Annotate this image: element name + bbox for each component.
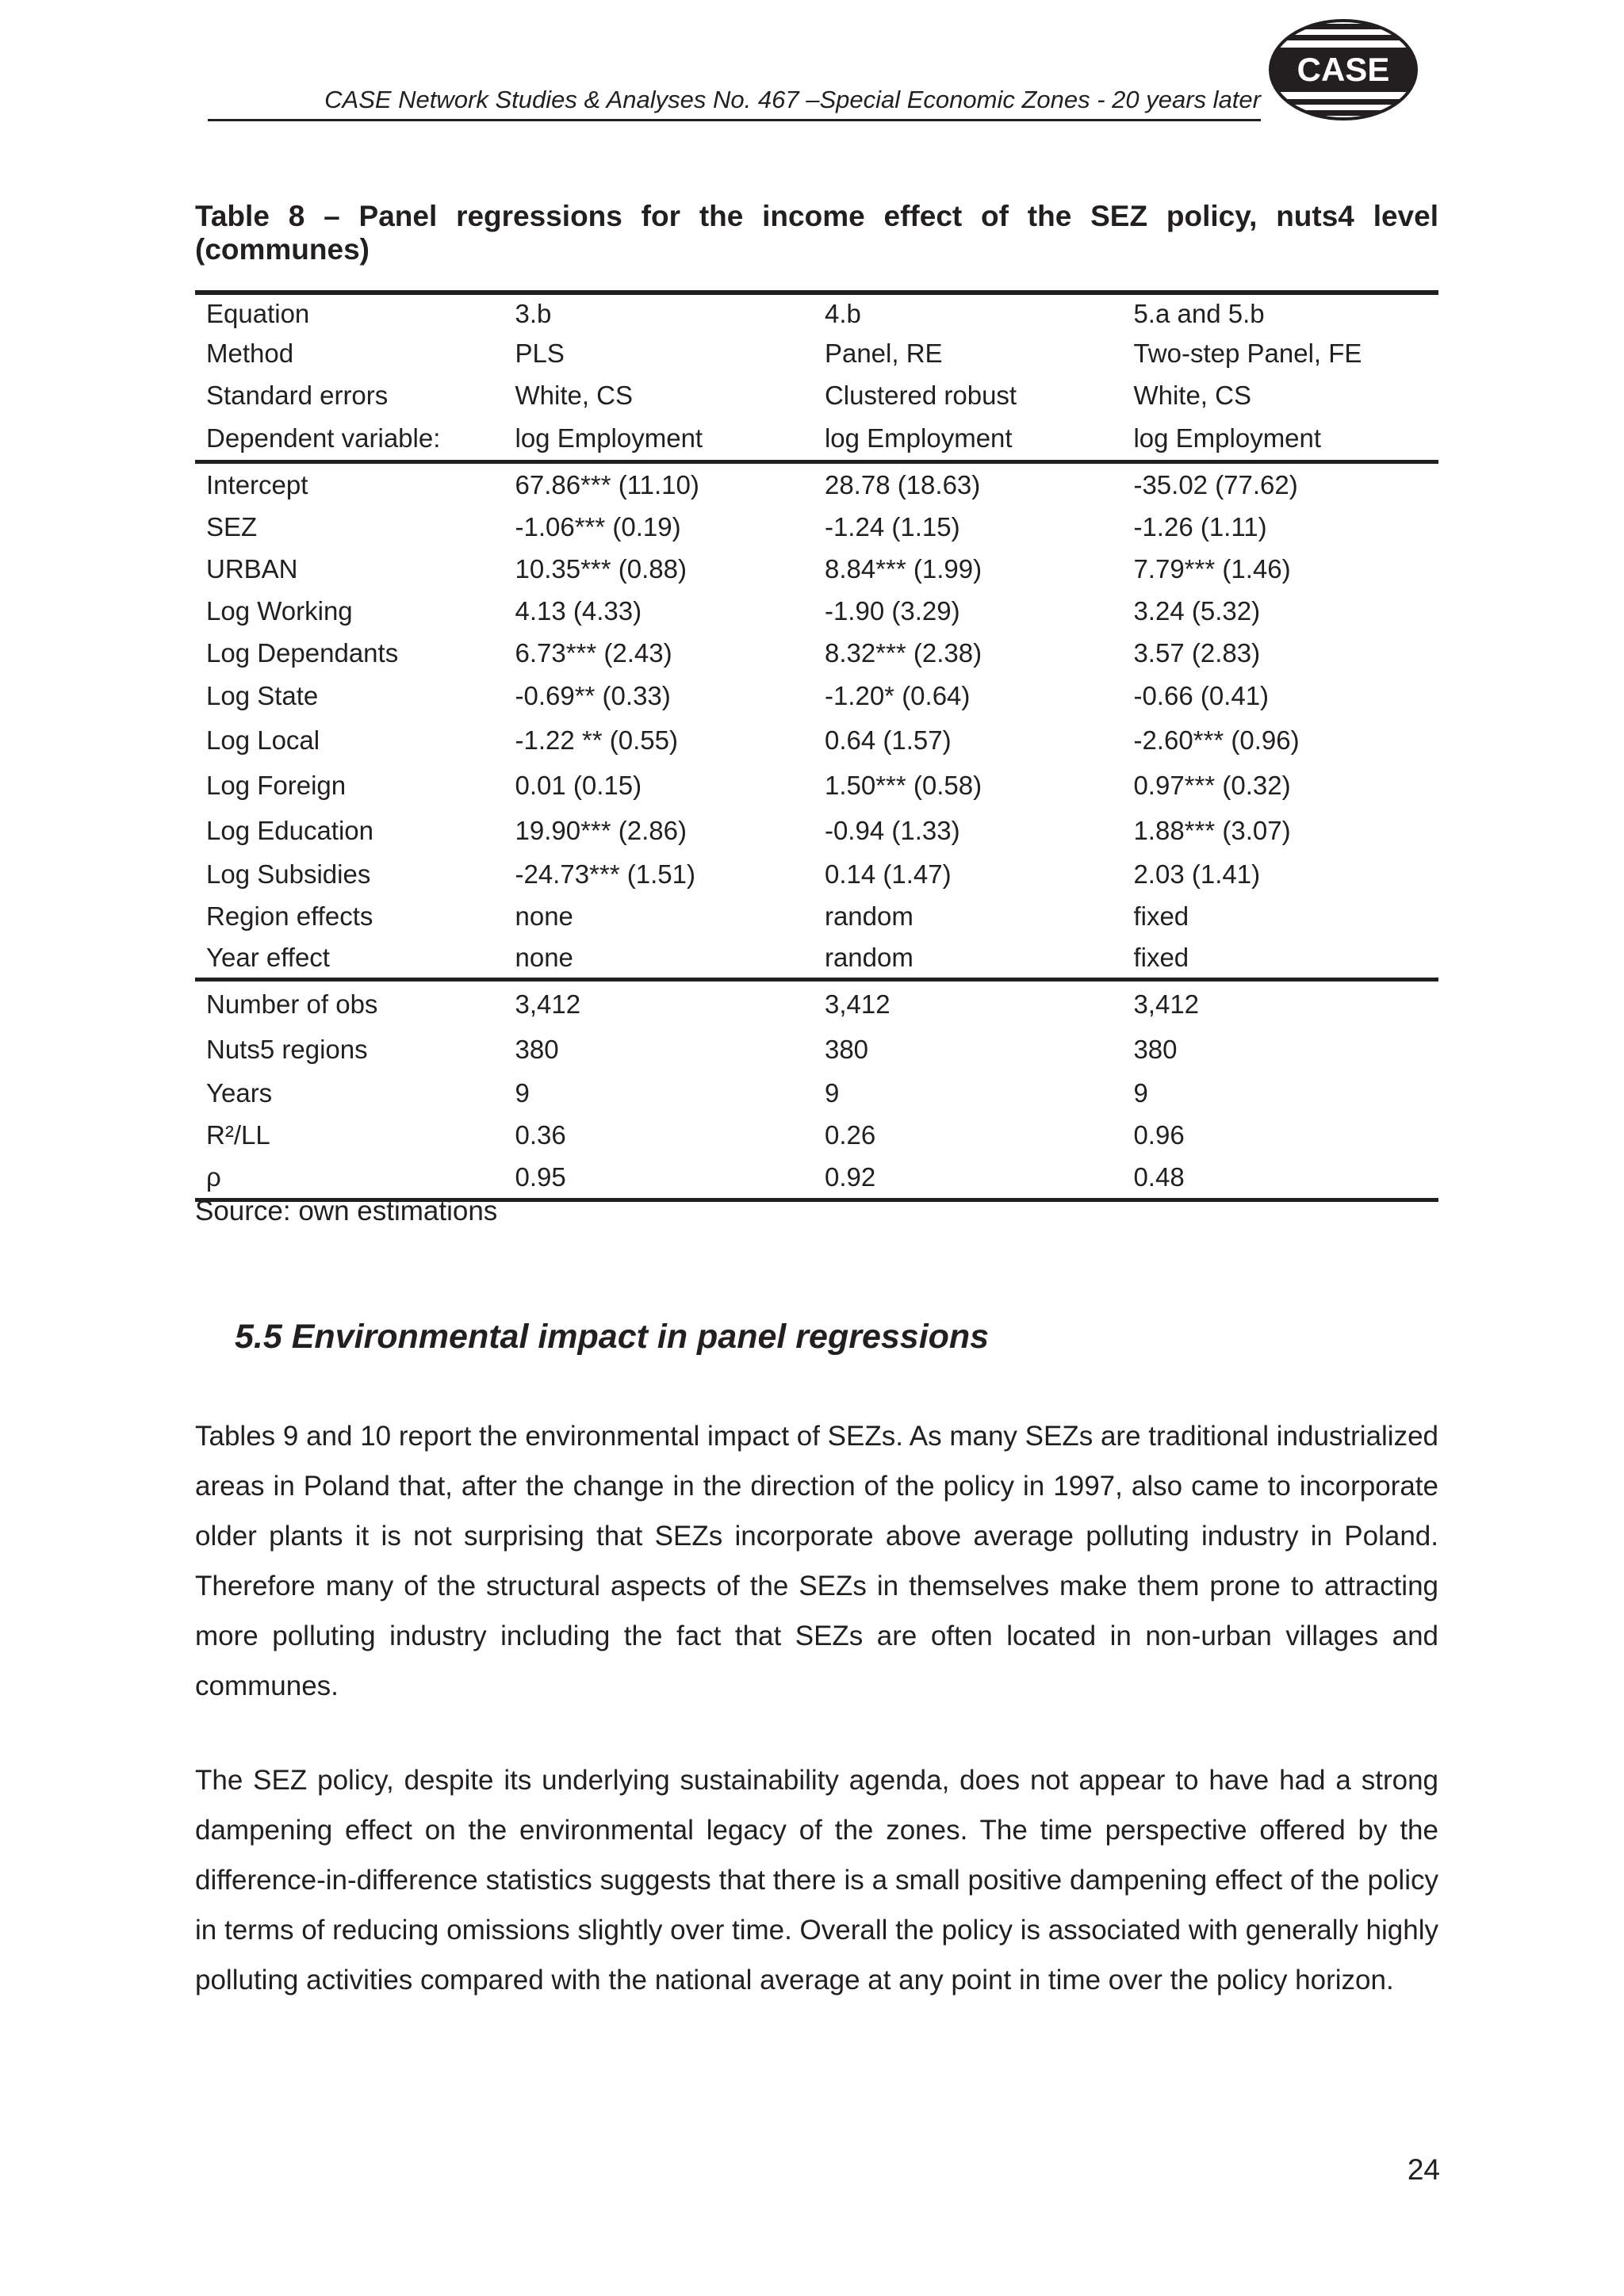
- table-cell: 0.95: [515, 1161, 566, 1192]
- table-cell: -1.22 ** (0.55): [515, 725, 678, 755]
- table-cell: 3,412: [1133, 989, 1200, 1019]
- row-label: R²/LL: [206, 1119, 270, 1150]
- row-label: Years: [206, 1077, 273, 1108]
- row-label: Year effect: [206, 942, 330, 972]
- table-cell: -24.73*** (1.51): [515, 859, 695, 889]
- table-cell: -0.66 (0.41): [1133, 680, 1270, 710]
- page-number: 24: [1407, 2153, 1440, 2186]
- table-cell: White, CS: [1133, 380, 1251, 410]
- table-cell: log Employment: [824, 423, 1013, 453]
- table-cell: 3.b: [515, 298, 552, 328]
- table-cell: White, CS: [515, 380, 634, 410]
- table-row: [195, 937, 1438, 982]
- table-cell: 0.96: [1133, 1119, 1185, 1150]
- row-label: Standard errors: [206, 380, 389, 410]
- table-cell: none: [515, 901, 573, 931]
- table-cell: 0.48: [1133, 1161, 1185, 1192]
- row-label: Dependent variable:: [206, 423, 441, 453]
- table-row: [195, 808, 1438, 853]
- table-cell: 380: [515, 1034, 559, 1064]
- table-row: [195, 332, 1438, 374]
- row-label: Intercept: [206, 469, 308, 499]
- table-cell: 1.50*** (0.58): [824, 770, 982, 800]
- row-label: Log Education: [206, 815, 374, 845]
- row-label: Log Local: [206, 725, 320, 755]
- table-cell: 7.79*** (1.46): [1133, 553, 1291, 584]
- table-row: [195, 374, 1438, 416]
- row-label: Region effects: [206, 901, 373, 931]
- row-label: Log State: [206, 680, 319, 710]
- table-row: [195, 590, 1438, 632]
- table-row: [195, 982, 1438, 1027]
- table-cell: 9: [515, 1077, 530, 1108]
- section-heading: 5.5 Environmental impact in panel regressions: [235, 1318, 990, 1356]
- table-cell: 6.73*** (2.43): [515, 637, 672, 668]
- logo-text: CASE: [1297, 51, 1390, 88]
- table-cell: random: [824, 942, 914, 972]
- row-label: Log Foreign: [206, 770, 347, 800]
- table-cell: -35.02 (77.62): [1133, 469, 1298, 499]
- table-cell: 67.86*** (11.10): [515, 469, 699, 499]
- running-title: CASE Network Studies & Analyses No. 467 –Special Economic Zones - 20 years later: [324, 86, 1261, 113]
- table-cell: log Employment: [515, 423, 703, 453]
- table-row: [195, 295, 1438, 332]
- table-cell: -0.69** (0.33): [515, 680, 671, 710]
- table-cell: 9: [1133, 1077, 1148, 1108]
- table-cell: 0.14 (1.47): [824, 859, 952, 889]
- table-cell: Clustered robust: [824, 380, 1017, 410]
- table-cell: 3.57 (2.83): [1133, 637, 1261, 668]
- table-row: [195, 1072, 1438, 1114]
- row-label: Number of obs: [206, 989, 378, 1019]
- table-cell: 10.35*** (0.88): [515, 553, 687, 584]
- table-cell: 19.90*** (2.86): [515, 815, 687, 845]
- table-cell: 3.24 (5.32): [1133, 595, 1261, 626]
- row-label: Nuts5 regions: [206, 1034, 368, 1064]
- table-cell: log Employment: [1133, 423, 1322, 453]
- table-source: Source: own estimations: [195, 1196, 498, 1226]
- table-cell: 0.64 (1.57): [824, 725, 952, 755]
- row-label: Log Subsidies: [206, 859, 371, 889]
- table-cell: 9: [824, 1077, 840, 1108]
- table-row: [195, 416, 1438, 464]
- table-title: Table 8 – Panel regressions for the income effect of the SEZ policy, nuts4 level (communes): [195, 200, 1438, 266]
- table-cell: 0.26: [824, 1119, 876, 1150]
- table-row: [195, 895, 1438, 937]
- table-row: [195, 464, 1438, 506]
- table-cell: 0.01 (0.15): [515, 770, 642, 800]
- table-cell: -1.26 (1.11): [1133, 511, 1267, 541]
- table-cell: 8.32*** (2.38): [824, 637, 982, 668]
- table-row: [195, 1027, 1438, 1072]
- table-cell: fixed: [1133, 901, 1189, 931]
- table-cell: 0.97*** (0.32): [1133, 770, 1291, 800]
- table-cell: 28.78 (18.63): [824, 469, 981, 499]
- table-cell: 5.a and 5.b: [1133, 298, 1265, 328]
- table-row: [195, 718, 1438, 763]
- table-cell: 4.13 (4.33): [515, 595, 642, 626]
- row-label: SEZ: [206, 511, 258, 541]
- table-row: [195, 548, 1438, 590]
- table-row: [195, 632, 1438, 674]
- row-label: Log Dependants: [206, 637, 399, 668]
- table-cell: 8.84*** (1.99): [824, 553, 982, 584]
- table-cell: 380: [824, 1034, 869, 1064]
- table-row: [195, 1114, 1438, 1156]
- table-cell: random: [824, 901, 914, 931]
- row-label: Equation: [206, 298, 310, 328]
- row-label: URBAN: [206, 553, 298, 584]
- table-row: [195, 674, 1438, 718]
- table-cell: -1.24 (1.15): [824, 511, 960, 541]
- table-cell: 4.b: [824, 298, 861, 328]
- table-cell: 380: [1133, 1034, 1178, 1064]
- running-header: [208, 86, 1261, 121]
- case-logo: [1267, 17, 1419, 122]
- table-cell: -1.20* (0.64): [824, 680, 971, 710]
- table-row: [195, 853, 1438, 895]
- table-cell: 3,412: [824, 989, 891, 1019]
- paragraph: The SEZ policy, despite its underlying sustainability agenda, does not appear to have had a strong dampening effect on the environmental legacy of the zones. The time perspective offered by the difference-in-difference statistics suggests that there is a small positive dampening effect of the policy in terms of reducing omissions slightly over time. Overall the policy is associated with generally highly polluting activities compared with the national average at any point in time over the policy horizon.: [195, 1765, 1438, 1996]
- row-label: ρ: [206, 1161, 221, 1192]
- table-cell: Two-step Panel, FE: [1133, 338, 1362, 368]
- table-cell: 0.36: [515, 1119, 566, 1150]
- table-cell: 1.88*** (3.07): [1133, 815, 1291, 845]
- table-cell: Panel, RE: [824, 338, 943, 368]
- table-cell: -0.94 (1.33): [824, 815, 960, 845]
- table-cell: none: [515, 942, 573, 972]
- table-row: [195, 763, 1438, 808]
- row-label: Log Working: [206, 595, 353, 626]
- table-cell: 2.03 (1.41): [1133, 859, 1261, 889]
- table-cell: -2.60*** (0.96): [1133, 725, 1300, 755]
- table-cell: PLS: [515, 338, 565, 368]
- table-cell: fixed: [1133, 942, 1189, 972]
- table-cell: 3,412: [515, 989, 581, 1019]
- paragraph: Tables 9 and 10 report the environmental impact of SEZs. As many SEZs are traditional industrialized areas in Poland that, after the change in the direction of the policy in 1997, also came to incorporate older plants it is not surprising that SEZs incorporate above average polluting industry in Poland. Therefore many of the structural aspects of the SEZs in themselves make them prone to attracting more polluting industry including the fact that SEZs are often located in non-urban villages and communes.: [195, 1421, 1439, 1701]
- table-cell: -1.90 (3.29): [824, 595, 960, 626]
- regression-table: [195, 290, 1438, 1202]
- table-cell: -1.06*** (0.19): [515, 511, 681, 541]
- table-row: [195, 506, 1438, 548]
- table-cell: 0.92: [824, 1161, 876, 1192]
- row-label: Method: [206, 338, 294, 368]
